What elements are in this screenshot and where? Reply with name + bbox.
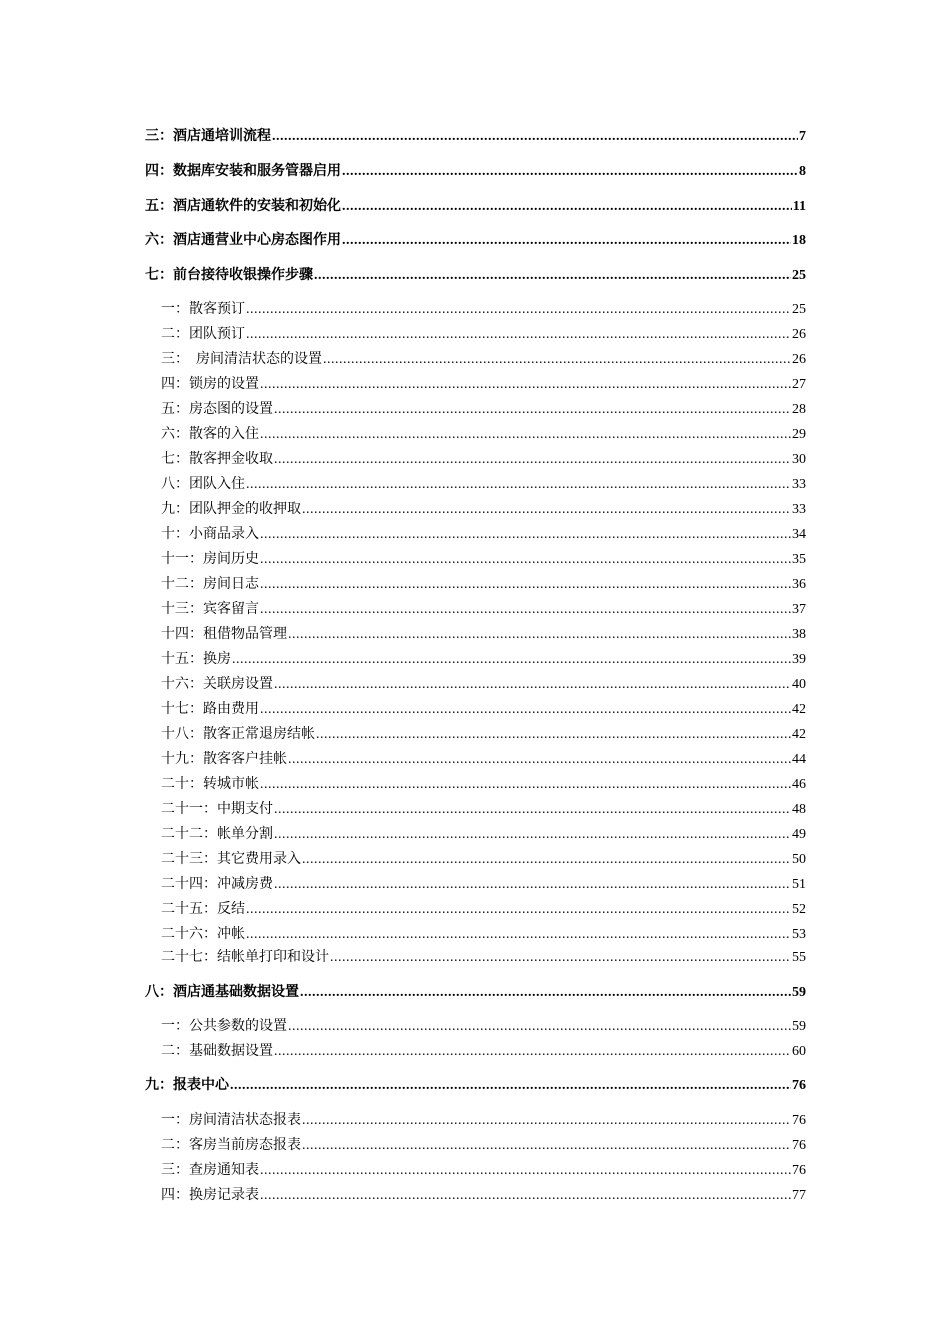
toc-entry-page-number: 18 <box>792 233 806 248</box>
toc-entry-page-number: 60 <box>792 1044 806 1059</box>
toc-section-entry[interactable] <box>145 625 806 645</box>
toc-entry-title: 六：散客的入住 <box>161 427 259 442</box>
dot-leader <box>230 1076 791 1096</box>
toc-entry-title: 八：团队入住 <box>161 477 245 492</box>
toc-entry-title: 七：散客押金收取 <box>161 452 273 467</box>
dot-leader <box>260 1161 791 1181</box>
toc-entry-page-number: 52 <box>792 902 806 917</box>
toc-entry-page-number: 26 <box>792 352 806 367</box>
toc-entry-page-number: 35 <box>792 552 806 567</box>
toc-entry-page-number: 48 <box>792 802 806 817</box>
toc-entry-page-number: 51 <box>792 877 806 892</box>
toc-section-entry[interactable] <box>145 1042 806 1062</box>
toc-entry-title: 十四：租借物品管理 <box>161 627 287 642</box>
toc-section-entry[interactable] <box>145 475 806 495</box>
dot-leader <box>260 775 791 795</box>
toc-entry-page-number: 36 <box>792 577 806 592</box>
toc-section-entry[interactable] <box>145 1186 806 1206</box>
dot-leader <box>302 500 791 520</box>
toc-section-entry[interactable] <box>145 575 806 595</box>
toc-section-entry[interactable] <box>145 300 806 320</box>
toc-entry-title: 二十二：帐单分割 <box>161 827 273 842</box>
toc-entry-title: 六：酒店通营业中心房态图作用 <box>145 233 341 248</box>
toc-section-entry[interactable] <box>145 400 806 420</box>
toc-section-entry[interactable] <box>145 1136 806 1156</box>
toc-section-entry[interactable] <box>145 525 806 545</box>
toc-entry-title: 十八：散客正常退房结帐 <box>161 727 315 742</box>
toc-section-entry[interactable] <box>145 725 806 745</box>
toc-entry-page-number: 76 <box>792 1113 806 1128</box>
toc-entry-title: 三：查房通知表 <box>161 1163 259 1178</box>
toc-section-entry[interactable] <box>145 700 806 720</box>
toc-entry-title: 九：报表中心 <box>145 1078 229 1093</box>
toc-entry-page-number: 44 <box>792 752 806 767</box>
toc-chapter-entry[interactable] <box>145 197 806 217</box>
toc-section-entry[interactable] <box>145 900 806 920</box>
toc-entry-title: 三： 房间清洁状态的设置 <box>161 352 322 367</box>
toc-entry-page-number: 59 <box>792 985 806 1000</box>
toc-section-entry[interactable] <box>145 675 806 695</box>
dot-leader <box>302 850 791 870</box>
toc-entry-title: 四：数据库安装和服务管器启用 <box>145 164 341 179</box>
toc-entry-page-number: 50 <box>792 852 806 867</box>
dot-leader <box>260 375 791 395</box>
toc-entry-page-number: 42 <box>792 702 806 717</box>
dot-leader <box>342 197 792 217</box>
toc-section-entry[interactable] <box>145 350 806 370</box>
toc-entry-title: 二：基础数据设置 <box>161 1044 273 1059</box>
dot-leader <box>260 1186 791 1206</box>
dot-leader <box>246 300 791 320</box>
toc-section-entry[interactable] <box>145 948 806 968</box>
toc-entry-page-number: 59 <box>792 1019 806 1034</box>
toc-entry-page-number: 77 <box>792 1188 806 1203</box>
toc-entry-title: 十七：路由费用 <box>161 702 259 717</box>
dot-leader <box>260 700 791 720</box>
toc-entry-page-number: 46 <box>792 777 806 792</box>
toc-entry-title: 一：散客预订 <box>161 302 245 317</box>
dot-leader <box>260 575 791 595</box>
toc-entry-title: 十一：房间历史 <box>161 552 259 567</box>
toc-entry-page-number: 76 <box>792 1138 806 1153</box>
toc-section-entry[interactable] <box>145 875 806 895</box>
dot-leader <box>260 525 791 545</box>
toc-entry-page-number: 28 <box>792 402 806 417</box>
dot-leader <box>302 1136 791 1156</box>
toc-entry-title: 四：换房记录表 <box>161 1188 259 1203</box>
toc-entry-title: 二十：转城市帐 <box>161 777 259 792</box>
toc-entry-title: 二十六：冲帐 <box>161 927 245 942</box>
toc-chapter-entry[interactable] <box>145 127 806 147</box>
toc-entry-title: 二十一：中期支付 <box>161 802 273 817</box>
toc-entry-title: 十：小商品录入 <box>161 527 259 542</box>
toc-entry-title: 十三：宾客留言 <box>161 602 259 617</box>
dot-leader <box>300 983 791 1003</box>
toc-entry-title: 十二：房间日志 <box>161 577 259 592</box>
toc-section-entry[interactable] <box>145 850 806 870</box>
toc-chapter-entry[interactable] <box>145 1076 806 1096</box>
dot-leader <box>314 266 791 286</box>
toc-entry-title: 二十三：其它费用录入 <box>161 852 301 867</box>
toc-entry-page-number: 30 <box>792 452 806 467</box>
toc-entry-page-number: 11 <box>792 199 806 214</box>
toc-entry-page-number: 38 <box>792 627 806 642</box>
toc-section-entry[interactable] <box>145 925 806 945</box>
dot-leader <box>274 800 791 820</box>
toc-section-entry[interactable] <box>145 650 806 670</box>
toc-entry-title: 二：客房当前房态报表 <box>161 1138 301 1153</box>
dot-leader <box>260 425 791 445</box>
dot-leader <box>274 450 791 470</box>
toc-entry-page-number: 33 <box>792 477 806 492</box>
dot-leader <box>288 1017 791 1037</box>
dot-leader <box>246 325 791 345</box>
toc-section-entry[interactable] <box>145 1017 806 1037</box>
toc-entry-page-number: 49 <box>792 827 806 842</box>
dot-leader <box>246 900 791 920</box>
toc-section-entry[interactable] <box>145 450 806 470</box>
toc-entry-title: 十九：散客客户挂帐 <box>161 752 287 767</box>
toc-entry-title: 一：房间清洁状态报表 <box>161 1113 301 1128</box>
dot-leader <box>288 750 791 770</box>
toc-entry-page-number: 27 <box>792 377 806 392</box>
toc-entry-title: 十六：关联房设置 <box>161 677 273 692</box>
toc-entry-page-number: 39 <box>792 652 806 667</box>
toc-entry-title: 二十四：冲减房费 <box>161 877 273 892</box>
toc-entry-page-number: 33 <box>792 502 806 517</box>
toc-section-entry[interactable] <box>145 600 806 620</box>
toc-entry-page-number: 8 <box>799 164 806 179</box>
toc-entry-title: 五：房态图的设置 <box>161 402 273 417</box>
dot-leader <box>246 475 791 495</box>
toc-entry-title: 二：团队预订 <box>161 327 245 342</box>
toc-entry-page-number: 34 <box>792 527 806 542</box>
toc-chapter-entry[interactable] <box>145 162 806 182</box>
toc-entry-page-number: 76 <box>792 1163 806 1178</box>
dot-leader <box>288 625 791 645</box>
toc-entry-title: 二十五：反结 <box>161 902 245 917</box>
dot-leader <box>274 825 791 845</box>
dot-leader <box>316 725 791 745</box>
toc-entry-page-number: 37 <box>792 602 806 617</box>
toc-section-entry[interactable] <box>145 1111 806 1131</box>
toc-chapter-entry[interactable] <box>145 983 806 1003</box>
dot-leader <box>246 925 791 945</box>
toc-section-entry[interactable] <box>145 425 806 445</box>
toc-entry-page-number: 29 <box>792 427 806 442</box>
toc-entry-title: 二十七：结帐单打印和设计 <box>161 950 329 965</box>
dot-leader <box>342 231 791 251</box>
toc-chapter-entry[interactable] <box>145 266 806 286</box>
dot-leader <box>274 675 791 695</box>
toc-section-entry[interactable] <box>145 775 806 795</box>
toc-entry-page-number: 76 <box>792 1078 806 1093</box>
table-of-contents <box>145 0 806 1344</box>
toc-entry-title: 一：公共参数的设置 <box>161 1019 287 1034</box>
toc-entry-title: 五：酒店通软件的安装和初始化 <box>145 199 341 214</box>
dot-leader <box>323 350 791 370</box>
toc-entry-page-number: 7 <box>799 129 806 144</box>
toc-entry-title: 四：锁房的设置 <box>161 377 259 392</box>
toc-entry-page-number: 25 <box>792 268 806 283</box>
toc-entry-page-number: 53 <box>792 927 806 942</box>
toc-section-entry[interactable] <box>145 750 806 770</box>
toc-section-entry[interactable] <box>145 375 806 395</box>
dot-leader <box>272 127 798 147</box>
toc-entry-title: 七：前台接待收银操作步骤 <box>145 268 313 283</box>
toc-entry-page-number: 25 <box>792 302 806 317</box>
dot-leader <box>274 400 791 420</box>
toc-section-entry[interactable] <box>145 500 806 520</box>
toc-entry-page-number: 26 <box>792 327 806 342</box>
toc-entry-title: 八：酒店通基础数据设置 <box>145 985 299 1000</box>
toc-section-entry[interactable] <box>145 800 806 820</box>
dot-leader <box>274 875 791 895</box>
toc-section-entry[interactable] <box>145 1161 806 1181</box>
toc-entry-page-number: 42 <box>792 727 806 742</box>
toc-entry-page-number: 55 <box>792 950 806 965</box>
toc-section-entry[interactable] <box>145 325 806 345</box>
toc-entry-title: 三：酒店通培训流程 <box>145 129 271 144</box>
toc-section-entry[interactable] <box>145 825 806 845</box>
dot-leader <box>330 948 791 968</box>
dot-leader <box>302 1111 791 1131</box>
toc-entry-page-number: 40 <box>792 677 806 692</box>
dot-leader <box>260 600 791 620</box>
toc-entry-title: 十五：换房 <box>161 652 231 667</box>
dot-leader <box>274 1042 791 1062</box>
toc-section-entry[interactable] <box>145 550 806 570</box>
toc-entry-title: 九：团队押金的收押取 <box>161 502 301 517</box>
dot-leader <box>232 650 791 670</box>
toc-chapter-entry[interactable] <box>145 231 806 251</box>
dot-leader <box>342 162 798 182</box>
dot-leader <box>260 550 791 570</box>
